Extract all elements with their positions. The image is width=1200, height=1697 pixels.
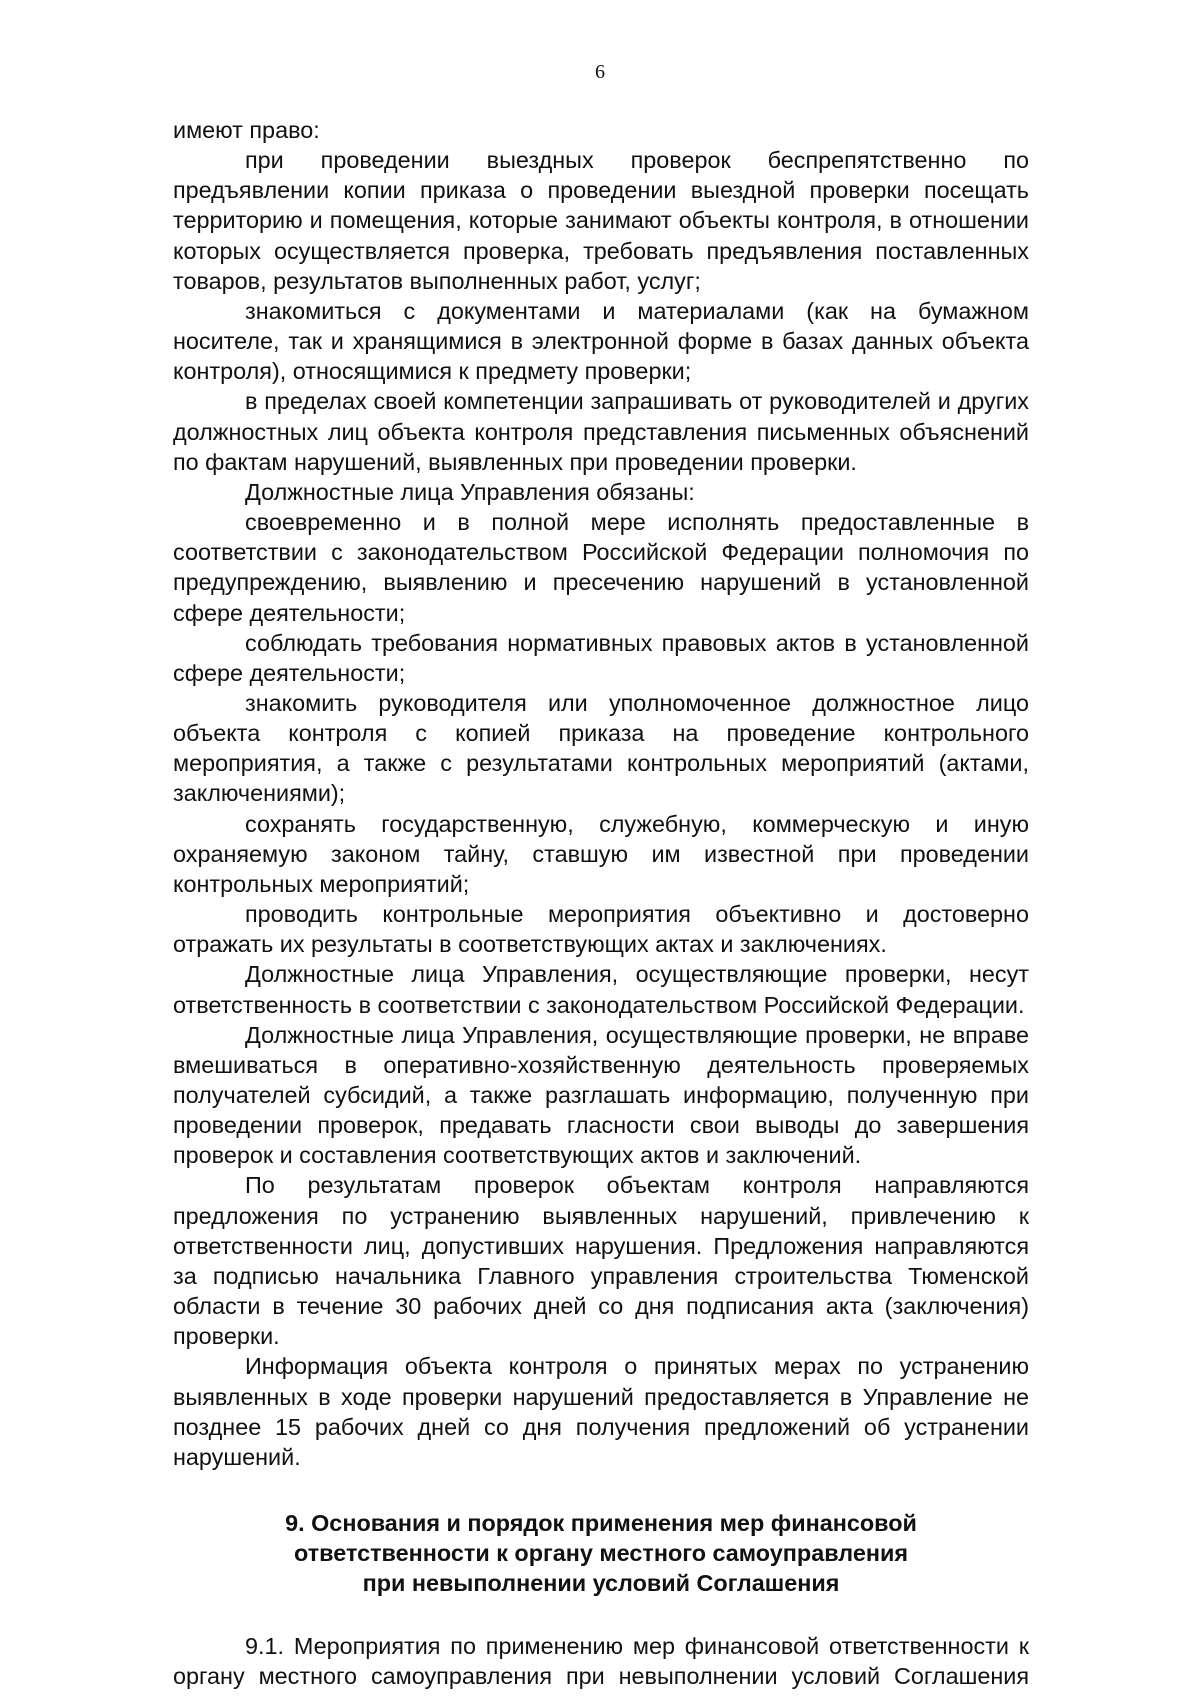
paragraph-duty-objectivity: проводить контрольные мероприятия объективно и достоверно отражать их результаты в соответствующих актах и заключениях.: [173, 901, 1029, 958]
paragraph-responsibility: Должностные лица Управления, осуществляющие проверки, несут ответственность в соответствии с законодательством Российской Федерации.: [173, 961, 1029, 1018]
paragraph-duty-comply: соблюдать требования нормативных правовых актов в установленной сфере деятельности;: [173, 629, 1029, 686]
paragraph-right-request: в пределах своей компетенции запрашивать от руководителей и других должностных лиц объекта контроля представления письменных объяснений по фактам нарушений, выявленных при проведении проверки.: [173, 388, 1029, 475]
section-heading-line: 9. Основания и порядок применения мер финансовой: [285, 1510, 917, 1537]
document-body: [173, 115, 1029, 1691]
paragraph-duty-powers: своевременно и в полной мере исполнять предоставленные в соответствии с законодательством Российской Федерации полномочия по предупреждению, выявлению и пресечению нарушений в установленной сфере деятельности;: [173, 509, 1029, 626]
section-heading-line: ответственности к органу местного самоуправления: [294, 1540, 908, 1567]
paragraph-information: Информация объекта контроля о принятых мерах по устранению выявленных в ходе проверки нарушений предоставляется в Управление не позднее 15 рабочих дней со дня получения предложений об устранении нарушений.: [173, 1353, 1029, 1470]
paragraph-duties-intro: Должностные лица Управления обязаны:: [245, 478, 695, 505]
paragraph-restrictions: Должностные лица Управления, осуществляющие проверки, не вправе вмешиваться в оперативно-хозяйственную деятельность проверяемых получателей субсидий, а также разглашать информацию, полученную при проведении проверок, предавать гласности свои выводы до завершения проверок и составления соответствующих актов и заключений.: [173, 1021, 1029, 1169]
paragraph-rights-intro: имеют право:: [173, 117, 320, 143]
page-number: 6: [595, 61, 605, 83]
paragraph-9-1: 9.1. Мероприятия по применению мер финансовой ответственности к органу местного самоуправления при невыполнении условий Соглашения: [173, 1632, 1029, 1689]
paragraph-proposals: По результатам проверок объектам контроля направляются предложения по устранению выявленных нарушений, привлечению к ответственности лиц, допустивших нарушения. Предложения направляются за подписью начальника Главного управления строительства Тюменской области в течение 30 рабочих дней со дня подписания акта (заключения) проверки.: [173, 1172, 1029, 1350]
paragraph-right-visit: при проведении выездных проверок беспрепятственно по предъявлении копии приказа о проведении выездной проверки посещать территорию и помещения, которые занимают объекты контроля, в отношении которых осуществляется проверка, требовать предъявления поставленных товаров, результатов выполненных работ, услуг;: [173, 147, 1029, 294]
section-heading-line: при невыполнении условий Соглашения: [362, 1570, 840, 1597]
paragraph-duty-secrecy: сохранять государственную, служебную, коммерческую и иную охраняемую законом тайну, ставшую им известной при проведении контрольных мероприятий;: [173, 810, 1029, 897]
section-heading: [173, 1508, 1029, 1598]
paragraph-duty-acquaint: знакомить руководителя или уполномоченное должностное лицо объекта контроля с копией приказа на проведение контрольного мероприятия, а также с результатами контрольных мероприятий (актами, заключениями);: [173, 689, 1029, 807]
paragraph-right-documents: знакомиться с документами и материалами (как на бумажном носителе, так и хранящимися в электронной форме в базах данных объекта контроля), относящимися к предмету проверки;: [173, 297, 1029, 385]
